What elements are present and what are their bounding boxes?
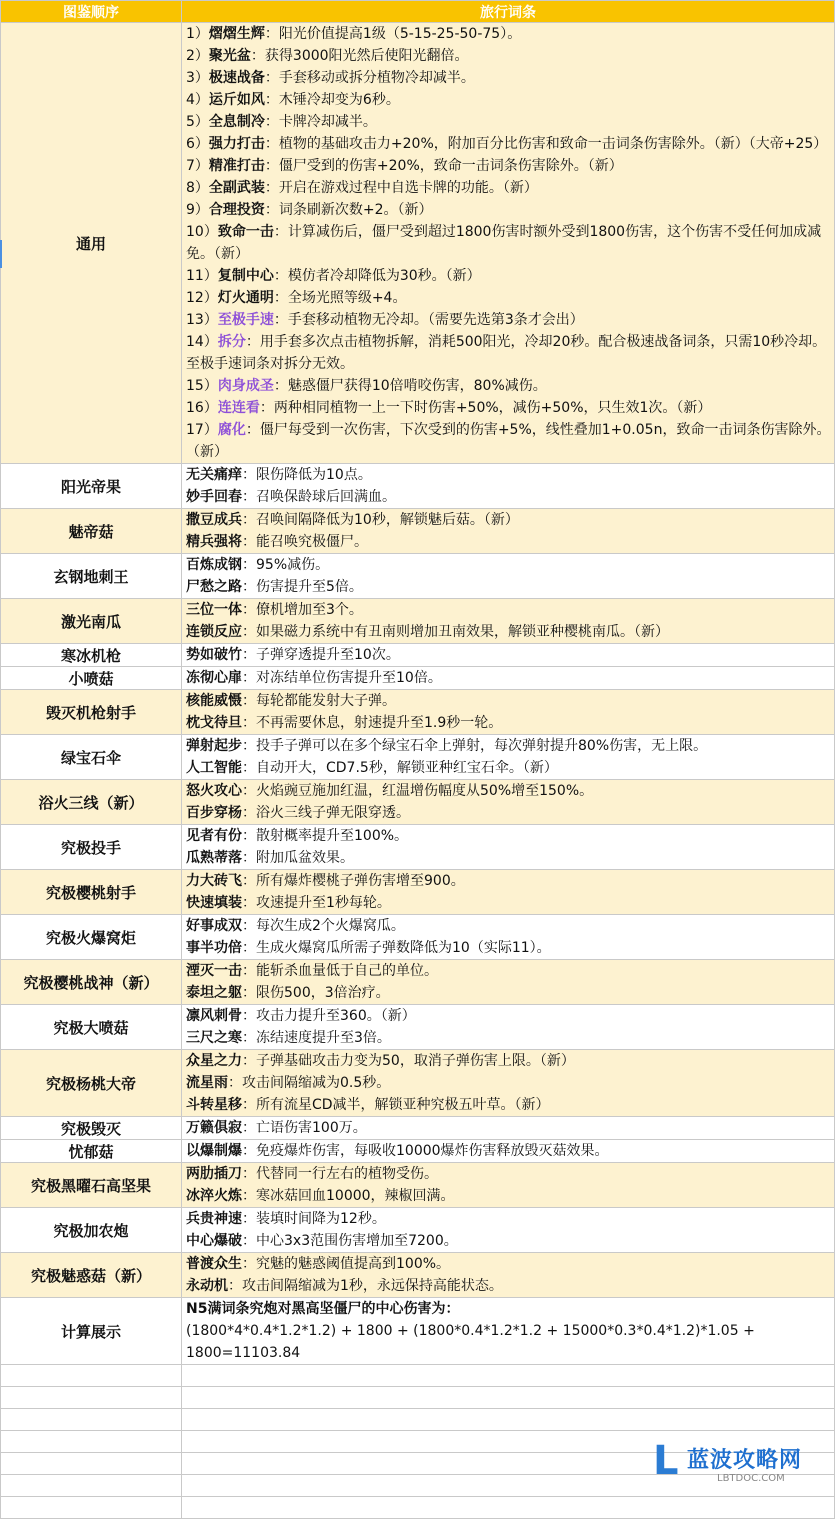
table-row — [1, 1253, 835, 1298]
entry-term: 怒火攻心 — [186, 783, 242, 799]
table-row — [1, 464, 835, 509]
entry-description: ：用手套多次点击植物拆解，消耗500阳光，冷却20秒。配合极速战备词条，只需10秒冷却。至极手速词条对拆分无效。 — [186, 334, 827, 372]
entry-description: ：阳光价值提高1级（5-15-25-50-75）。 — [264, 26, 522, 42]
entry-description: ：词条刷新次数+2。（新） — [264, 202, 433, 218]
entry-description: ：能斩杀血量低于自己的单位。 — [242, 963, 438, 979]
entry-description: ：子弹穿透提升至10次。 — [242, 647, 400, 663]
empty-cell — [1, 1453, 182, 1475]
entry-term: 强力打击 — [208, 136, 265, 152]
entry-line — [186, 937, 832, 959]
entry-description: ：生成火爆窝瓜所需子弹数降低为10（实际11）。 — [242, 940, 551, 956]
empty-cell — [1, 1409, 182, 1431]
entry-cell — [182, 599, 835, 644]
entry-line — [186, 982, 832, 1004]
plant-name: 究极加农炮 — [1, 1208, 182, 1253]
entry-number: 13） — [186, 312, 218, 328]
entry-line — [186, 486, 832, 508]
entry-line — [186, 690, 832, 712]
entry-line — [186, 960, 832, 982]
entry-description: ：僵尸受到的伤害+20%，致命一击词条伤害除外。（新） — [264, 158, 623, 174]
entry-term: 斗转星移 — [186, 1097, 242, 1113]
entry-description: ：每轮都能发射大子弹。 — [242, 693, 396, 709]
entry-description: ：所有流星CD减半，解锁亚种究极五叶草。（新） — [242, 1097, 550, 1113]
entry-line — [186, 331, 832, 375]
entry-line — [186, 1298, 832, 1320]
entry-description: ：攻击力提升至360。（新） — [242, 1008, 416, 1024]
entry-description: ：95%减伤。 — [242, 557, 330, 573]
entry-cell — [182, 735, 835, 780]
plant-name: 究极黑曜石高坚果 — [1, 1163, 182, 1208]
entry-description: ：攻击间隔缩减为0.5秒。 — [228, 1075, 391, 1091]
entry-term: 精兵强将 — [186, 534, 242, 550]
entry-line — [186, 1163, 832, 1185]
table-body — [1, 23, 835, 1519]
plant-name: 计算展示 — [1, 1298, 182, 1365]
plant-name: 阳光帝果 — [1, 464, 182, 509]
entry-description: ：模仿者冷却降低为30秒。（新） — [273, 268, 481, 284]
entry-description: ：代替同一行左右的植物受伤。 — [242, 1166, 438, 1182]
watermark-logo — [653, 1439, 823, 1491]
entry-term: 势如破竹 — [186, 647, 242, 663]
entry-description: ：召唤间隔降低为10秒，解锁魅后菇。（新） — [242, 512, 519, 528]
entry-description: ：对冻结单位伤害提升至10倍。 — [242, 670, 442, 686]
table-row — [1, 915, 835, 960]
table-row — [1, 1140, 835, 1163]
entry-number: 12） — [186, 290, 218, 306]
entry-line — [186, 375, 832, 397]
entry-term: 以爆制爆 — [186, 1143, 242, 1159]
entry-number: 1） — [186, 26, 209, 42]
entry-description: ：每次生成2个火爆窝瓜。 — [242, 918, 405, 934]
entry-description: ：木锤冷却变为6秒。 — [264, 92, 400, 108]
entry-term: 凛风刺骨 — [186, 1008, 242, 1024]
entry-term: 拆分 — [217, 334, 246, 350]
entry-number: 3） — [186, 70, 209, 86]
plant-name: 究极毁灭 — [1, 1117, 182, 1140]
table-row — [1, 1005, 835, 1050]
entry-line — [186, 1275, 832, 1297]
entry-number: 9） — [186, 202, 209, 218]
entry-line — [186, 1230, 832, 1252]
plant-name: 浴火三线（新） — [1, 780, 182, 825]
logo-site: LBTDOC.COM — [717, 1473, 785, 1484]
entry-term: 冻彻心扉 — [186, 670, 242, 686]
entry-term: 至极手速 — [217, 312, 274, 328]
table-row — [1, 1117, 835, 1140]
table-row — [1, 870, 835, 915]
table-row — [1, 599, 835, 644]
entry-line — [186, 67, 832, 89]
plant-name: 究极魅惑菇（新） — [1, 1253, 182, 1298]
entry-cell — [182, 780, 835, 825]
entry-line — [186, 1185, 832, 1207]
entry-term: 事半功倍 — [186, 940, 242, 956]
entry-description: ：不再需要休息，射速提升至1.9秒一轮。 — [242, 715, 503, 731]
entry-number: 11） — [186, 268, 218, 284]
empty-row — [1, 1409, 835, 1431]
entry-term: 精准打击 — [208, 158, 265, 174]
entry-line — [186, 621, 832, 643]
plant-name: 通用 — [1, 23, 182, 464]
entry-description: ：植物的基础攻击力+20%，附加百分比伤害和致命一击词条伤害除外。（新）（大帝+25） — [264, 136, 828, 152]
entry-description: ：两种相同植物一上一下时伤害+50%，减伤+50%，只生效1次。（新） — [259, 400, 712, 416]
plant-name: 究极大喷菇 — [1, 1005, 182, 1050]
table-row — [1, 509, 835, 554]
entry-description: ：卡牌冷却减半。 — [264, 114, 377, 130]
entry-term: 两肋插刀 — [186, 1166, 242, 1182]
entry-line — [186, 870, 832, 892]
table-row — [1, 735, 835, 780]
entry-description: ：如果磁力系统中有丑南则增加丑南效果，解锁亚种樱桃南瓜。（新） — [242, 624, 669, 640]
entry-term: 人工智能 — [186, 760, 242, 776]
entry-description: (1800*4*0.4*1.2*1.2) + 1800 + (1800*0.4*1.2*1.2 + 15000*0.3*0.4*1.2)*1.05 + 1800=11103.84 — [186, 1323, 755, 1361]
empty-cell — [1, 1387, 182, 1409]
entry-line — [186, 599, 832, 621]
entry-term: 三位一体 — [186, 602, 242, 618]
entry-term: 快速填装 — [186, 895, 242, 911]
entry-line — [186, 1027, 832, 1049]
entry-term: N5满词条究炮对黑高坚僵尸的中心伤害为： — [186, 1301, 460, 1317]
entry-number: 14） — [186, 334, 218, 350]
entry-cell — [182, 1208, 835, 1253]
entry-number: 6） — [186, 136, 209, 152]
entry-term: 尸愁之路 — [186, 579, 242, 595]
entry-number: 16） — [186, 400, 218, 416]
entry-line — [186, 309, 832, 331]
entry-cell — [182, 1298, 835, 1365]
plant-name: 绿宝石伞 — [1, 735, 182, 780]
empty-row — [1, 1365, 835, 1387]
logo-icon: L — [653, 1438, 679, 1484]
selection-marker — [0, 240, 2, 268]
entry-description: ：散射概率提升至100%。 — [242, 828, 409, 844]
entry-line — [186, 892, 832, 914]
entry-cell — [182, 825, 835, 870]
entry-term: 冰淬火炼 — [186, 1188, 242, 1204]
entry-line — [186, 199, 832, 221]
header-order: 图鉴顺序 — [1, 1, 182, 23]
entry-term: 致命一击 — [217, 224, 274, 240]
entry-line — [186, 825, 832, 847]
entry-term: 运斤如风 — [208, 92, 265, 108]
entry-cell — [182, 554, 835, 599]
entry-description: ：获得3000阳光然后使阳光翻倍。 — [250, 48, 469, 64]
entry-line — [186, 1072, 832, 1094]
entry-line — [186, 554, 832, 576]
entry-cell — [182, 667, 835, 690]
entry-line — [186, 1005, 832, 1027]
plant-name: 究极投手 — [1, 825, 182, 870]
entry-term: 极速战备 — [208, 70, 265, 86]
entry-description: ：僚机增加至3个。 — [242, 602, 363, 618]
entry-line — [186, 757, 832, 779]
entry-cell — [182, 1253, 835, 1298]
entry-line — [186, 397, 832, 419]
entry-description: ：投手子弹可以在多个绿宝石伞上弹射，每次弹射提升80%伤害，无上限。 — [242, 738, 708, 754]
entry-term: 肉身成圣 — [217, 378, 274, 394]
plant-name: 寒冰机枪 — [1, 644, 182, 667]
empty-cell — [1, 1497, 182, 1519]
entry-number: 7） — [186, 158, 209, 174]
entry-term: 腐化 — [217, 422, 246, 438]
entry-line — [186, 915, 832, 937]
entry-line — [186, 155, 832, 177]
entry-term: 流星雨 — [186, 1075, 228, 1091]
entry-line — [186, 847, 832, 869]
entry-term: 全息制冷 — [208, 114, 265, 130]
entry-term: 见者有份 — [186, 828, 242, 844]
entry-term: 永动机 — [186, 1278, 228, 1294]
entry-line — [186, 221, 832, 265]
entry-term: 连锁反应 — [186, 624, 242, 640]
entry-term: 核能威慑 — [186, 693, 242, 709]
plant-name: 究极火爆窝炬 — [1, 915, 182, 960]
plant-name: 究极樱桃战神（新） — [1, 960, 182, 1005]
entry-description: ：免疫爆炸伤害，每吸收10000爆炸伤害释放毁灭菇效果。 — [242, 1143, 609, 1159]
entry-term: 弹射起步 — [186, 738, 242, 754]
entry-line — [186, 576, 832, 598]
table-row — [1, 690, 835, 735]
entry-term: 湮灭一击 — [186, 963, 242, 979]
entry-cell — [182, 1050, 835, 1117]
entry-term: 撒豆成兵 — [186, 512, 242, 528]
entry-line — [186, 1117, 832, 1139]
entry-description: ：中心3x3范围伤害增加至7200。 — [242, 1233, 458, 1249]
entry-line — [186, 177, 832, 199]
empty-row — [1, 1497, 835, 1519]
entry-line — [186, 111, 832, 133]
entry-description: ：召唤保龄球后回满血。 — [242, 489, 396, 505]
empty-cell — [182, 1409, 835, 1431]
entry-cell — [182, 23, 835, 464]
header-entries: 旅行词条 — [182, 1, 835, 23]
entry-description: ：能召唤究极僵尸。 — [242, 534, 368, 550]
entry-description: ：全场光照等级+4。 — [273, 290, 407, 306]
entry-cell — [182, 915, 835, 960]
entry-term: 连连看 — [217, 400, 260, 416]
entry-term: 众星之力 — [186, 1053, 242, 1069]
table-row — [1, 960, 835, 1005]
entry-description: ：自动开大，CD7.5秒，解锁亚种红宝石伞。（新） — [242, 760, 558, 776]
entry-line — [186, 667, 832, 689]
entry-line — [186, 1140, 832, 1162]
entry-line — [186, 802, 832, 824]
table-row — [1, 825, 835, 870]
entry-term: 灯火通明 — [217, 290, 274, 306]
entry-cell — [182, 644, 835, 667]
plant-name: 小喷菇 — [1, 667, 182, 690]
table-row — [1, 667, 835, 690]
entry-description: ：浴火三线子弹无限穿透。 — [242, 805, 410, 821]
empty-cell — [182, 1387, 835, 1409]
entry-description: ：火焰豌豆施加红温，红温增伤幅度从50%增至150%。 — [242, 783, 594, 799]
table-row — [1, 1208, 835, 1253]
entry-number: 15） — [186, 378, 218, 394]
entry-line — [186, 644, 832, 666]
entry-description: ：魅惑僵尸获得10倍啃咬伤害，80%减伤。 — [273, 378, 547, 394]
entry-number: 2） — [186, 48, 209, 64]
entry-term: 中心爆破 — [186, 1233, 242, 1249]
entry-line — [186, 735, 832, 757]
entry-cell — [182, 464, 835, 509]
plant-name: 究极杨桃大帝 — [1, 1050, 182, 1117]
entry-number: 5） — [186, 114, 209, 130]
entry-description: ：僵尸每受到一次伤害，下次受到的伤害+5%，线性叠加1+0.05n，致命一击词条伤害除外。（新） — [186, 422, 831, 460]
entry-term: 枕戈待旦 — [186, 715, 242, 731]
entry-cell — [182, 1163, 835, 1208]
entry-number: 8） — [186, 180, 209, 196]
entry-number: 10） — [186, 224, 218, 240]
entry-line — [186, 419, 832, 463]
entry-line — [186, 287, 832, 309]
entry-term: 力大砖飞 — [186, 873, 242, 889]
entry-term: 聚光盆 — [208, 48, 251, 64]
entry-term: 百炼成钢 — [186, 557, 242, 573]
entry-term: 无关痛痒 — [186, 467, 242, 483]
entry-description: ：限伤500，3倍治疗。 — [242, 985, 390, 1001]
entry-cell — [182, 1140, 835, 1163]
entry-description: ：所有爆炸樱桃子弹伤害增至900。 — [242, 873, 465, 889]
table-row — [1, 554, 835, 599]
entry-description: ：子弹基础攻击力变为50，取消子弹伤害上限。（新） — [242, 1053, 575, 1069]
entry-line — [186, 712, 832, 734]
entry-description: ：计算减伤后，僵尸受到超过1800伤害时额外受到1800伤害，这个伤害不受任何加成减免。（新） — [186, 224, 822, 262]
entry-term: 熠熠生辉 — [208, 26, 265, 42]
entry-line — [186, 89, 832, 111]
entry-description: ：攻速提升至1秒每轮。 — [242, 895, 391, 911]
entry-term: 瓜熟蒂落 — [186, 850, 242, 866]
entry-description: ：装填时间降为12秒。 — [242, 1211, 386, 1227]
entry-term: 三尺之寒 — [186, 1030, 242, 1046]
entry-description: ：手套移动或拆分植物冷却减半。 — [264, 70, 475, 86]
entry-description: ：开启在游戏过程中自选卡牌的功能。（新） — [264, 180, 538, 196]
plant-name: 玄钢地刺王 — [1, 554, 182, 599]
entry-term: 复制中心 — [217, 268, 274, 284]
entry-description: ：冻结速度提升至3倍。 — [242, 1030, 391, 1046]
entry-line — [186, 780, 832, 802]
entry-term: 合理投资 — [208, 202, 265, 218]
plant-name: 毁灭机枪射手 — [1, 690, 182, 735]
entry-description: ：附加瓜盆效果。 — [242, 850, 354, 866]
entry-description: ：手套移动植物无冷却。（需要先选第3条才会出） — [273, 312, 584, 328]
table-row — [1, 1163, 835, 1208]
entry-line — [186, 265, 832, 287]
header-row — [1, 1, 835, 23]
entry-term: 妙手回春 — [186, 489, 242, 505]
empty-cell — [1, 1365, 182, 1387]
entry-description: ：攻击间隔缩减为1秒，永远保持高能状态。 — [228, 1278, 503, 1294]
entry-line — [186, 464, 832, 486]
plant-name: 究极樱桃射手 — [1, 870, 182, 915]
entry-cell — [182, 509, 835, 554]
empty-cell — [182, 1497, 835, 1519]
entry-line — [186, 23, 832, 45]
entry-cell — [182, 960, 835, 1005]
entry-description: ：伤害提升至5倍。 — [242, 579, 363, 595]
empty-cell — [1, 1431, 182, 1453]
entry-line — [186, 1094, 832, 1116]
entry-number: 4） — [186, 92, 209, 108]
entry-term: 好事成双 — [186, 918, 242, 934]
entry-line — [186, 45, 832, 67]
entry-term: 普渡众生 — [186, 1256, 242, 1272]
entry-cell — [182, 1005, 835, 1050]
entry-line — [186, 1253, 832, 1275]
entry-term: 全副武装 — [208, 180, 265, 196]
table-row — [1, 1298, 835, 1365]
entry-line — [186, 1208, 832, 1230]
table-row — [1, 23, 835, 464]
empty-cell — [182, 1365, 835, 1387]
plant-name: 魅帝菇 — [1, 509, 182, 554]
table-row — [1, 780, 835, 825]
entry-description: ：究魅的魅惑阈值提高到100%。 — [242, 1256, 451, 1272]
plant-name: 激光南瓜 — [1, 599, 182, 644]
entry-line — [186, 1320, 832, 1364]
entry-term: 泰坦之躯 — [186, 985, 242, 1001]
entry-term: 兵贵神速 — [186, 1211, 242, 1227]
plant-name: 忧郁菇 — [1, 1140, 182, 1163]
table-row — [1, 644, 835, 667]
entry-line — [186, 1050, 832, 1072]
entry-description: ：限伤降低为10点。 — [242, 467, 372, 483]
entry-line — [186, 133, 832, 155]
entry-line — [186, 531, 832, 553]
entry-line — [186, 509, 832, 531]
logo-brand: 蓝波攻略网 — [687, 1448, 803, 1473]
entry-cell — [182, 870, 835, 915]
entry-description: ：寒冰菇回血10000，辣椒回满。 — [242, 1188, 455, 1204]
table-row — [1, 1050, 835, 1117]
entry-cell — [182, 690, 835, 735]
empty-cell — [1, 1475, 182, 1497]
empty-row — [1, 1387, 835, 1409]
entry-cell — [182, 1117, 835, 1140]
entry-term: 百步穿杨 — [186, 805, 242, 821]
entry-number: 17） — [186, 422, 218, 438]
entry-description: ：亡语伤害100万。 — [242, 1120, 367, 1136]
entry-term: 万籁俱寂 — [186, 1120, 242, 1136]
